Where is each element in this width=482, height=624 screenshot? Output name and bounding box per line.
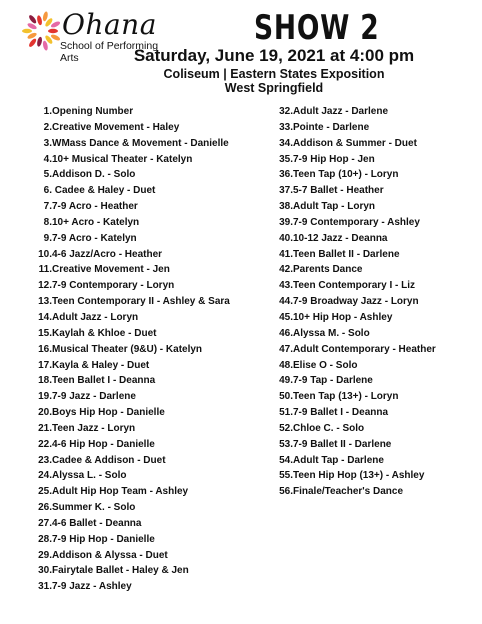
program-item-number: 38.: [279, 201, 293, 213]
program-item: [34, 136, 264, 152]
program-item-number: 50.: [279, 391, 293, 403]
program-item: [34, 437, 264, 453]
program-item-title: Kaylah & Khloe - Duet: [52, 327, 157, 339]
program-item-title: 10+ Musical Theater - Katelyn: [52, 153, 193, 165]
program-item-title: Kayla & Haley - Duet: [52, 359, 150, 371]
flower-logo-icon: [22, 6, 62, 56]
program-item-number: 18.: [38, 375, 52, 387]
program-item-number: 4.: [43, 153, 52, 165]
program-item-title: 7-9 Hip Hop - Jen: [293, 153, 375, 165]
program-item: [34, 231, 264, 247]
program-item-title: 10-12 Jazz - Deanna: [293, 232, 388, 244]
program-item-number: 24.: [38, 470, 52, 482]
program-item-title: Adult Tap - Loryn: [293, 201, 376, 213]
program-item: [34, 579, 264, 595]
program-item: [276, 405, 476, 421]
program-item: [276, 326, 476, 342]
program-item-number: 45.: [279, 311, 293, 323]
program-item-number: 48.: [279, 359, 293, 371]
program-item-title: Teen Jazz - Loryn: [52, 422, 136, 434]
program-item: [276, 215, 476, 231]
logo-petal: [28, 37, 38, 48]
program-item-number: 47.: [279, 343, 293, 355]
program-item-title: 7-9 Tap - Darlene: [293, 375, 373, 387]
program-item-title: Cadee & Haley - Duet: [52, 185, 156, 197]
program-item-number: 39.: [279, 216, 293, 228]
program-item: [276, 262, 476, 278]
program-item: [34, 500, 264, 516]
program-item: [276, 199, 476, 215]
program-item: [34, 342, 264, 358]
program-item: [34, 563, 264, 579]
program-item-title: 7-9 Acro - Katelyn: [52, 232, 137, 244]
logo-petal: [48, 29, 58, 33]
program-item: [34, 152, 264, 168]
program-item: [34, 532, 264, 548]
program-item: [34, 453, 264, 469]
program-item-title: 4-6 Hip Hop - Danielle: [52, 438, 155, 450]
program-item: [34, 104, 264, 120]
program-list-left: [34, 104, 264, 595]
show-title: SHOW 2: [254, 8, 380, 48]
program-item-title: 7-9 Jazz - Darlene: [52, 391, 136, 403]
logo-petal: [42, 40, 49, 51]
event-city: West Springfield: [224, 81, 324, 95]
program-item-number: 42.: [279, 264, 293, 276]
program-item-number: 9.: [43, 232, 52, 244]
program-item: [276, 484, 476, 500]
program-item: [34, 262, 264, 278]
program-item-title: Opening Number: [52, 106, 134, 117]
program-item-title: 7-9 Ballet II - Darlene: [293, 438, 392, 450]
program-item: [276, 342, 476, 358]
program-item-title: Teen Ballet I - Deanna: [52, 375, 156, 387]
program-item-title: Cadee & Addison - Duet: [52, 454, 166, 466]
program-item: [34, 199, 264, 215]
program-item-title: WMass Dance & Movement - Danielle: [52, 137, 229, 149]
logo-petal: [28, 14, 38, 25]
program-item-number: 23.: [38, 454, 52, 466]
program-item: [34, 294, 264, 310]
program-item: [276, 310, 476, 326]
program-item-number: 15.: [38, 327, 52, 339]
program-item: [276, 294, 476, 310]
program-item-number: 20.: [38, 407, 52, 419]
program-item-number: 14.: [38, 311, 52, 323]
program-item: [276, 358, 476, 374]
program-item-title: Teen Tap (13+) - Loryn: [293, 391, 399, 403]
program-item-number: 12.: [38, 280, 52, 292]
program-item-title: Fairytale Ballet - Haley & Jen: [52, 565, 189, 577]
program-item-number: 25.: [38, 486, 52, 498]
program-item-number: 29.: [38, 549, 52, 561]
program-item: [276, 468, 476, 484]
program-item: [34, 468, 264, 484]
program-item-number: 11.: [38, 264, 52, 276]
event-date: Saturday, June 19, 2021 at 4:00 pm: [133, 46, 415, 65]
logo-petal: [36, 36, 43, 47]
program-item-title: 4-6 Ballet - Deanna: [52, 517, 142, 529]
program-item-title: Creative Movement - Haley: [52, 121, 180, 133]
program-item-title: Adult Jazz - Darlene: [293, 106, 389, 117]
program-item-number: 2.: [43, 121, 52, 133]
program-item-number: 32.: [279, 106, 293, 117]
program-item: [276, 421, 476, 437]
program-item: [34, 373, 264, 389]
program-item: [34, 326, 264, 342]
program-item-number: 13.: [38, 296, 52, 308]
program-item: [34, 120, 264, 136]
program-item-title: Summer K. - Solo: [52, 502, 136, 514]
program-item-title: Addison & Alyssa - Duet: [52, 549, 168, 561]
program-item-title: 7-9 Acro - Heather: [52, 201, 138, 213]
program-item: [34, 421, 264, 437]
program-item-number: 33.: [279, 121, 293, 133]
program-item-number: 1.: [43, 106, 52, 117]
program-item: [276, 152, 476, 168]
program-item-title: Adult Hip Hop Team - Ashley: [52, 486, 189, 498]
program-item-title: Teen Ballet II - Darlene: [293, 248, 400, 260]
program-item: [276, 120, 476, 136]
logo-subtitle: School of Performing Arts: [60, 40, 159, 64]
program-item-number: 10.: [38, 248, 52, 260]
program-item-title: 7-9 Contemporary - Loryn: [52, 280, 175, 292]
program-item-title: Elise O - Solo: [293, 359, 358, 371]
program-item-title: 7-9 Hip Hop - Danielle: [52, 533, 155, 545]
program-item: [34, 389, 264, 405]
program-item-title: Addison D. - Solo: [52, 169, 136, 181]
program-item-number: 41.: [279, 248, 293, 260]
program-item-title: Musical Theater (9&U) - Katelyn: [52, 343, 203, 355]
program-item-title: Parents Dance: [293, 264, 363, 276]
program-item-number: 5.: [43, 169, 52, 181]
program-item: [34, 215, 264, 231]
program-item-number: 43.: [279, 280, 293, 292]
program-item-number: 30.: [38, 565, 52, 577]
program-item-number: 22.: [38, 438, 52, 450]
program-item-title: Alyssa L. - Solo: [52, 470, 127, 482]
program-item-number: 21.: [38, 422, 52, 434]
program-item-number: 8.: [43, 216, 52, 228]
program-item: [276, 104, 476, 120]
logo-petal: [22, 29, 32, 33]
logo-petal: [36, 15, 43, 26]
program-item-title: 7-9 Broadway Jazz - Loryn: [293, 296, 419, 308]
program-item-number: 52.: [279, 422, 293, 434]
program-item: [34, 278, 264, 294]
program-item-title: Teen Hip Hop (13+) - Ashley: [293, 470, 425, 482]
program-item-number: 35.: [279, 153, 293, 165]
program-item-number: 51.: [279, 407, 293, 419]
program-item-number: 40.: [279, 232, 293, 244]
program-item-number: 28.: [38, 533, 52, 545]
program-item: [34, 247, 264, 263]
program-item-number: 17.: [38, 359, 52, 371]
program-item-title: Alyssa M. - Solo: [293, 327, 370, 339]
program-item-number: 31.: [38, 581, 52, 593]
program-item: [276, 231, 476, 247]
program-item: [276, 373, 476, 389]
program-item-title: 7-9 Jazz - Ashley: [52, 581, 132, 593]
program-item-number: 19.: [38, 391, 52, 403]
program-item: [34, 484, 264, 500]
program-item-title: Adult Contemporary - Heather: [293, 343, 436, 355]
program-item-number: 27.: [38, 517, 52, 529]
logo-wordmark: Ohana: [62, 8, 157, 41]
event-venue: Coliseum | Eastern States Exposition: [163, 67, 385, 81]
program-item-number: 54.: [279, 454, 293, 466]
program-item: [276, 136, 476, 152]
program-item-title: 10+ Acro - Katelyn: [52, 216, 140, 228]
program-item-number: 7.: [43, 201, 52, 213]
program-item-title: 4-6 Jazz/Acro - Heather: [52, 248, 163, 260]
program-item-title: Teen Tap (10+) - Loryn: [293, 169, 399, 181]
program-item: [34, 310, 264, 326]
program-item-title: Teen Contemporary II - Ashley & Sara: [52, 296, 230, 308]
program-item: [34, 548, 264, 564]
program-item-title: 5-7 Ballet - Heather: [293, 185, 384, 197]
program-item-number: 26.: [38, 502, 52, 514]
program-item-number: 34.: [279, 137, 293, 149]
program-item-title: Creative Movement - Jen: [52, 264, 170, 276]
program-item: [276, 247, 476, 263]
program-item-number: 46.: [279, 327, 293, 339]
program-item: [276, 453, 476, 469]
program-item-title: Chloe C. - Solo: [293, 422, 365, 434]
program-list-right: [276, 104, 476, 500]
program-item: [276, 278, 476, 294]
program-item-title: Adult Jazz - Loryn: [52, 311, 139, 323]
program-item-number: 3.: [43, 137, 52, 149]
program-item-number: 6.: [43, 185, 52, 197]
program-item: [34, 183, 264, 199]
program-item-number: 44.: [279, 296, 293, 308]
program-item: [34, 167, 264, 183]
program-item-number: 49.: [279, 375, 293, 387]
program-item: [276, 167, 476, 183]
program-item: [276, 183, 476, 199]
program-item: [34, 405, 264, 421]
program-item-number: 37.: [279, 185, 293, 197]
program-item-number: 55.: [279, 470, 293, 482]
program-item: [34, 358, 264, 374]
program-item-title: Boys Hip Hop - Danielle: [52, 407, 165, 419]
program-item-number: 56.: [279, 486, 293, 498]
program-item-number: 36.: [279, 169, 293, 181]
program-item: [276, 437, 476, 453]
program-item: [34, 516, 264, 532]
program-item-title: Adult Tap - Darlene: [293, 454, 384, 466]
program-item-number: 53.: [279, 438, 293, 450]
program-item-title: 10+ Hip Hop - Ashley: [293, 311, 393, 323]
logo-petal: [42, 11, 49, 22]
program-item-title: Finale/Teacher's Dance: [293, 486, 404, 498]
program-item-title: Teen Contemporary I - Liz: [293, 280, 416, 292]
program-item-title: Addison & Summer - Duet: [293, 137, 417, 149]
program-item-title: Pointe - Darlene: [293, 121, 370, 133]
program-item-number: 16.: [38, 343, 52, 355]
program-item-title: 7-9 Contemporary - Ashley: [293, 216, 420, 228]
program-item-title: 7-9 Ballet I - Deanna: [293, 407, 389, 419]
program-item: [276, 389, 476, 405]
